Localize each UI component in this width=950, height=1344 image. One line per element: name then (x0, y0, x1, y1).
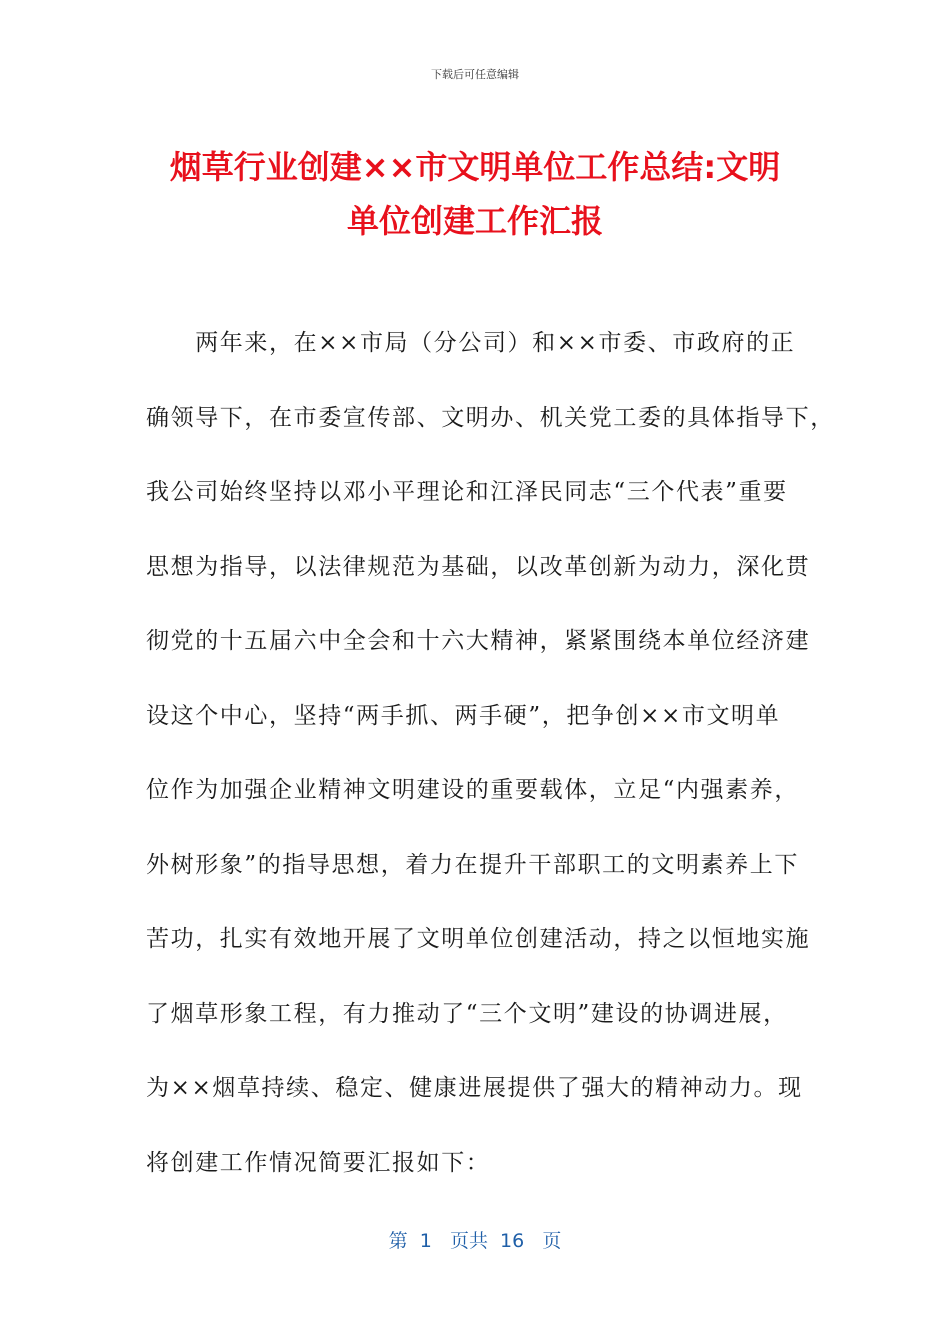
title-line-2: 单位创建工作汇报 (346, 202, 603, 240)
paragraph-line: 位作为加强企业精神文明建设的重要载体，立足“内强素养， (146, 777, 799, 803)
page-number: 第 1 页共 16 页 (388, 1230, 562, 1252)
paragraph-line: 我公司始终坚持以邓小平理论和江泽民同志“三个代表”重要 (146, 479, 788, 505)
paragraph-line: 彻党的十五届六中全会和十六大精神，紧紧围绕本单位经济建 (146, 628, 811, 654)
paragraph-line: 两年来，在××市局（分公司）和××市委、市政府的正 (146, 330, 796, 356)
paragraph-line: 为××烟草持续、稳定、健康进展提供了强大的精神动力。现 (146, 1075, 803, 1101)
paragraph-line: 设这个中心，坚持“两手抓、两手硬”，把争创××市文明单 (146, 702, 781, 729)
document-title (140, 140, 810, 248)
paragraph-line: 确领导下，在市委宣传部、文明办、机关党工委的具体指导下， (146, 404, 835, 431)
paragraph-line: 思想为指导，以法律规范为基础，以改革创新为动力，深化贯 (146, 553, 811, 580)
paragraph-line: 将创建工作情况简要汇报如下： (146, 1149, 491, 1176)
header-note: 下载后可任意编辑 (431, 68, 519, 81)
paragraph-line: 外树形象”的指导思想，着力在提升干部职工的文明素养上下 (146, 851, 799, 878)
paragraph-line: 了烟草形象工程，有力推动了“三个文明”建设的协调进展， (146, 1000, 788, 1027)
body-paragraph (146, 318, 835, 1212)
paragraph-line: 苦功，扎实有效地开展了文明单位创建活动，持之以恒地实施 (146, 926, 811, 952)
title-line-1: 烟草行业创建××市文明单位工作总结:文明 (169, 148, 781, 186)
